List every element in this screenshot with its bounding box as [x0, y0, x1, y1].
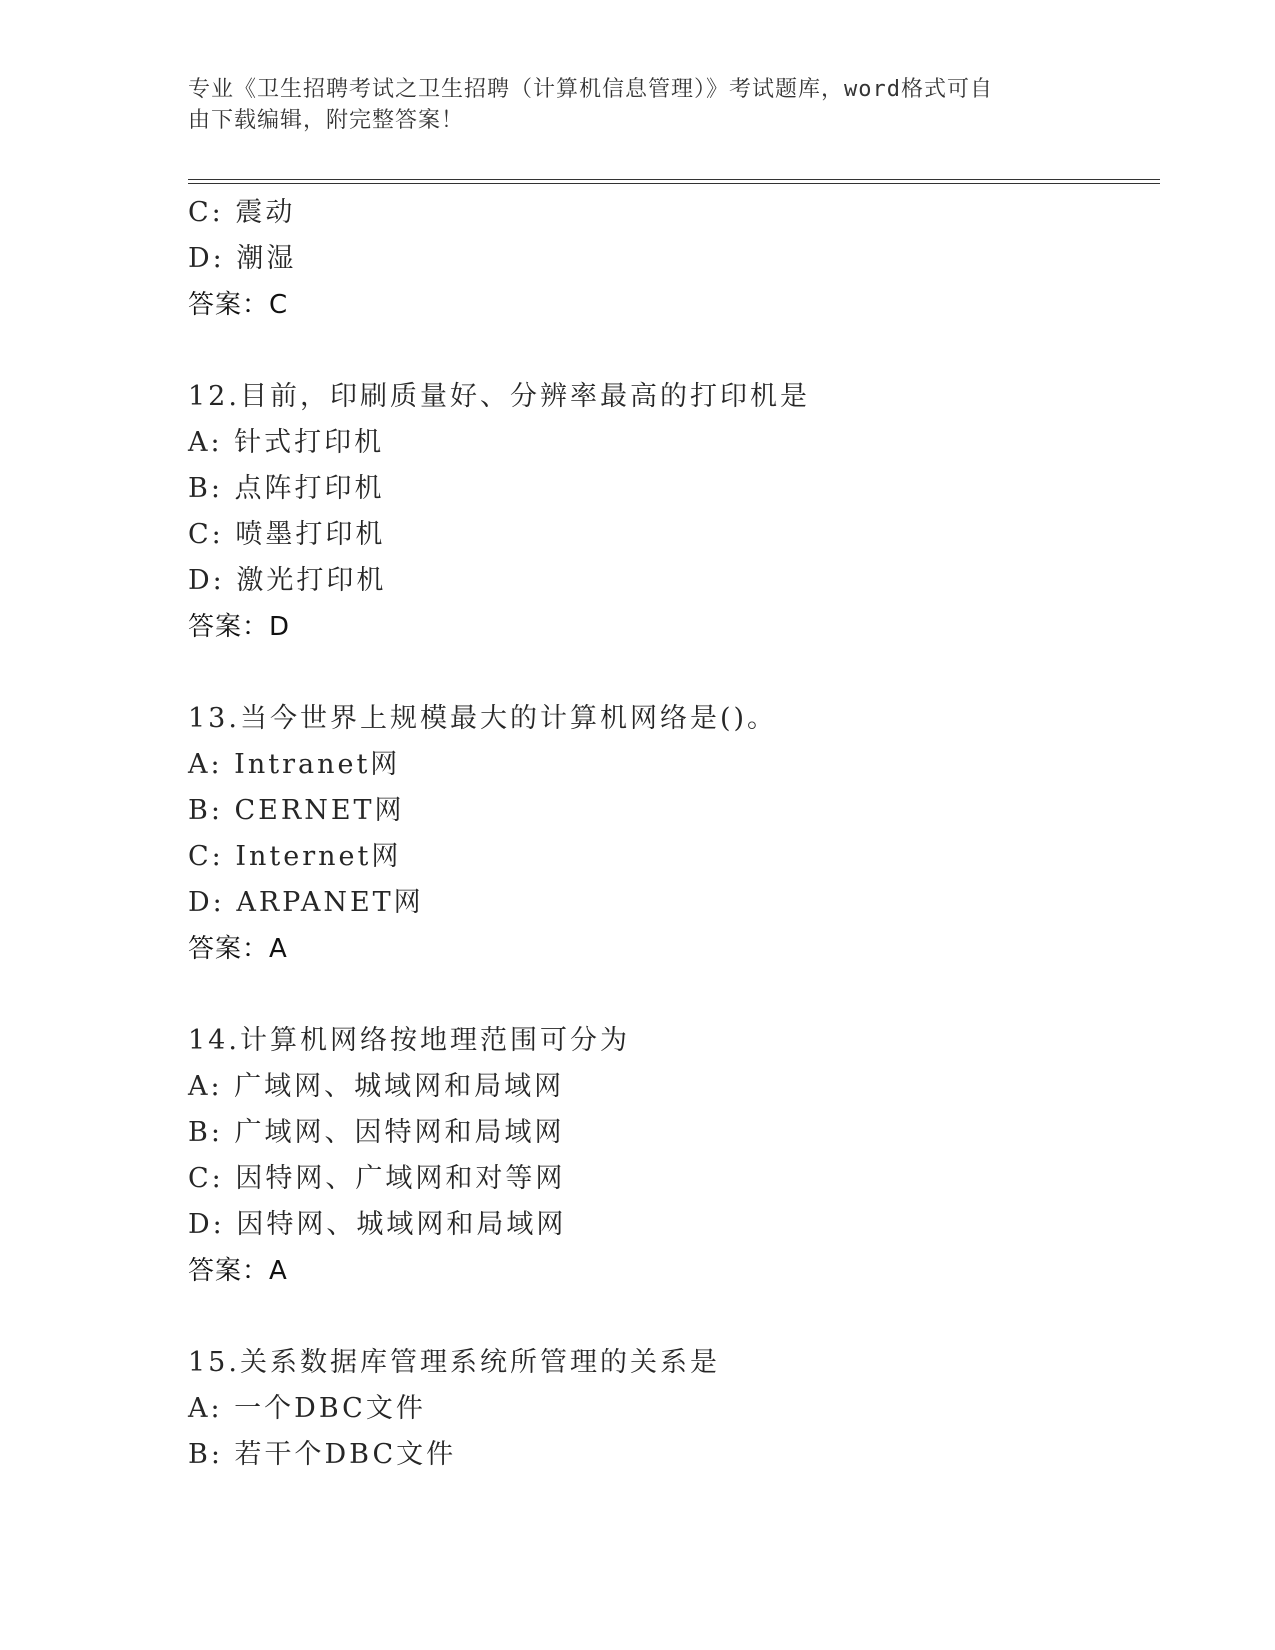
- header-line-1: 专业《卫生招聘考试之卫生招聘（计算机信息管理）》考试题库，word格式可自: [188, 77, 993, 102]
- question-stem: 15.关系数据库管理系统所管理的关系是: [188, 1347, 720, 1378]
- option-c: C: 震动: [188, 197, 296, 228]
- question-15: [188, 1340, 1168, 1478]
- header-divider-top: [188, 179, 1160, 180]
- answer-line: 答案：A: [188, 934, 288, 964]
- option-b: B: 若干个DBC文件: [188, 1439, 457, 1470]
- option-c: C: Internet网: [188, 841, 402, 872]
- option-b: B: CERNET网: [188, 795, 405, 826]
- option-b: B: 点阵打印机: [188, 473, 385, 504]
- previous-question-tail: [188, 190, 1168, 328]
- option-a: A: Intranet网: [188, 749, 401, 780]
- option-b: B: 广域网、因特网和局域网: [188, 1117, 565, 1148]
- option-d: D: 因特网、城域网和局域网: [188, 1209, 567, 1240]
- spacer: [188, 328, 1168, 374]
- question-12: [188, 374, 1168, 650]
- answer-line: 答案：A: [188, 1256, 288, 1286]
- option-a: A: 一个DBC文件: [188, 1393, 426, 1424]
- header-line-2: 由下载编辑，附完整答案！: [188, 108, 465, 133]
- question-stem: 12.目前，印刷质量好、分辨率最高的打印机是: [188, 381, 810, 412]
- option-c: C: 喷墨打印机: [188, 519, 386, 550]
- option-c: C: 因特网、广域网和对等网: [188, 1163, 566, 1194]
- spacer: [188, 1294, 1168, 1340]
- question-14: [188, 1018, 1168, 1294]
- spacer: [188, 972, 1168, 1018]
- header-divider-bottom: [188, 183, 1160, 184]
- answer-line: 答案：C: [188, 290, 289, 320]
- question-list: [188, 190, 1168, 1478]
- spacer: [188, 650, 1168, 696]
- option-a: A: 针式打印机: [188, 427, 385, 458]
- answer-line: 答案：D: [188, 612, 291, 642]
- option-a: A: 广域网、城域网和局域网: [188, 1071, 565, 1102]
- option-d: D: ARPANET网: [188, 887, 424, 918]
- question-stem: 13.当今世界上规模最大的计算机网络是()。: [188, 703, 778, 734]
- page-header: [188, 74, 1088, 136]
- option-d: D: 潮湿: [188, 243, 297, 274]
- question-stem: 14.计算机网络按地理范围可分为: [188, 1025, 630, 1056]
- question-13: [188, 696, 1168, 972]
- option-d: D: 激光打印机: [188, 565, 387, 596]
